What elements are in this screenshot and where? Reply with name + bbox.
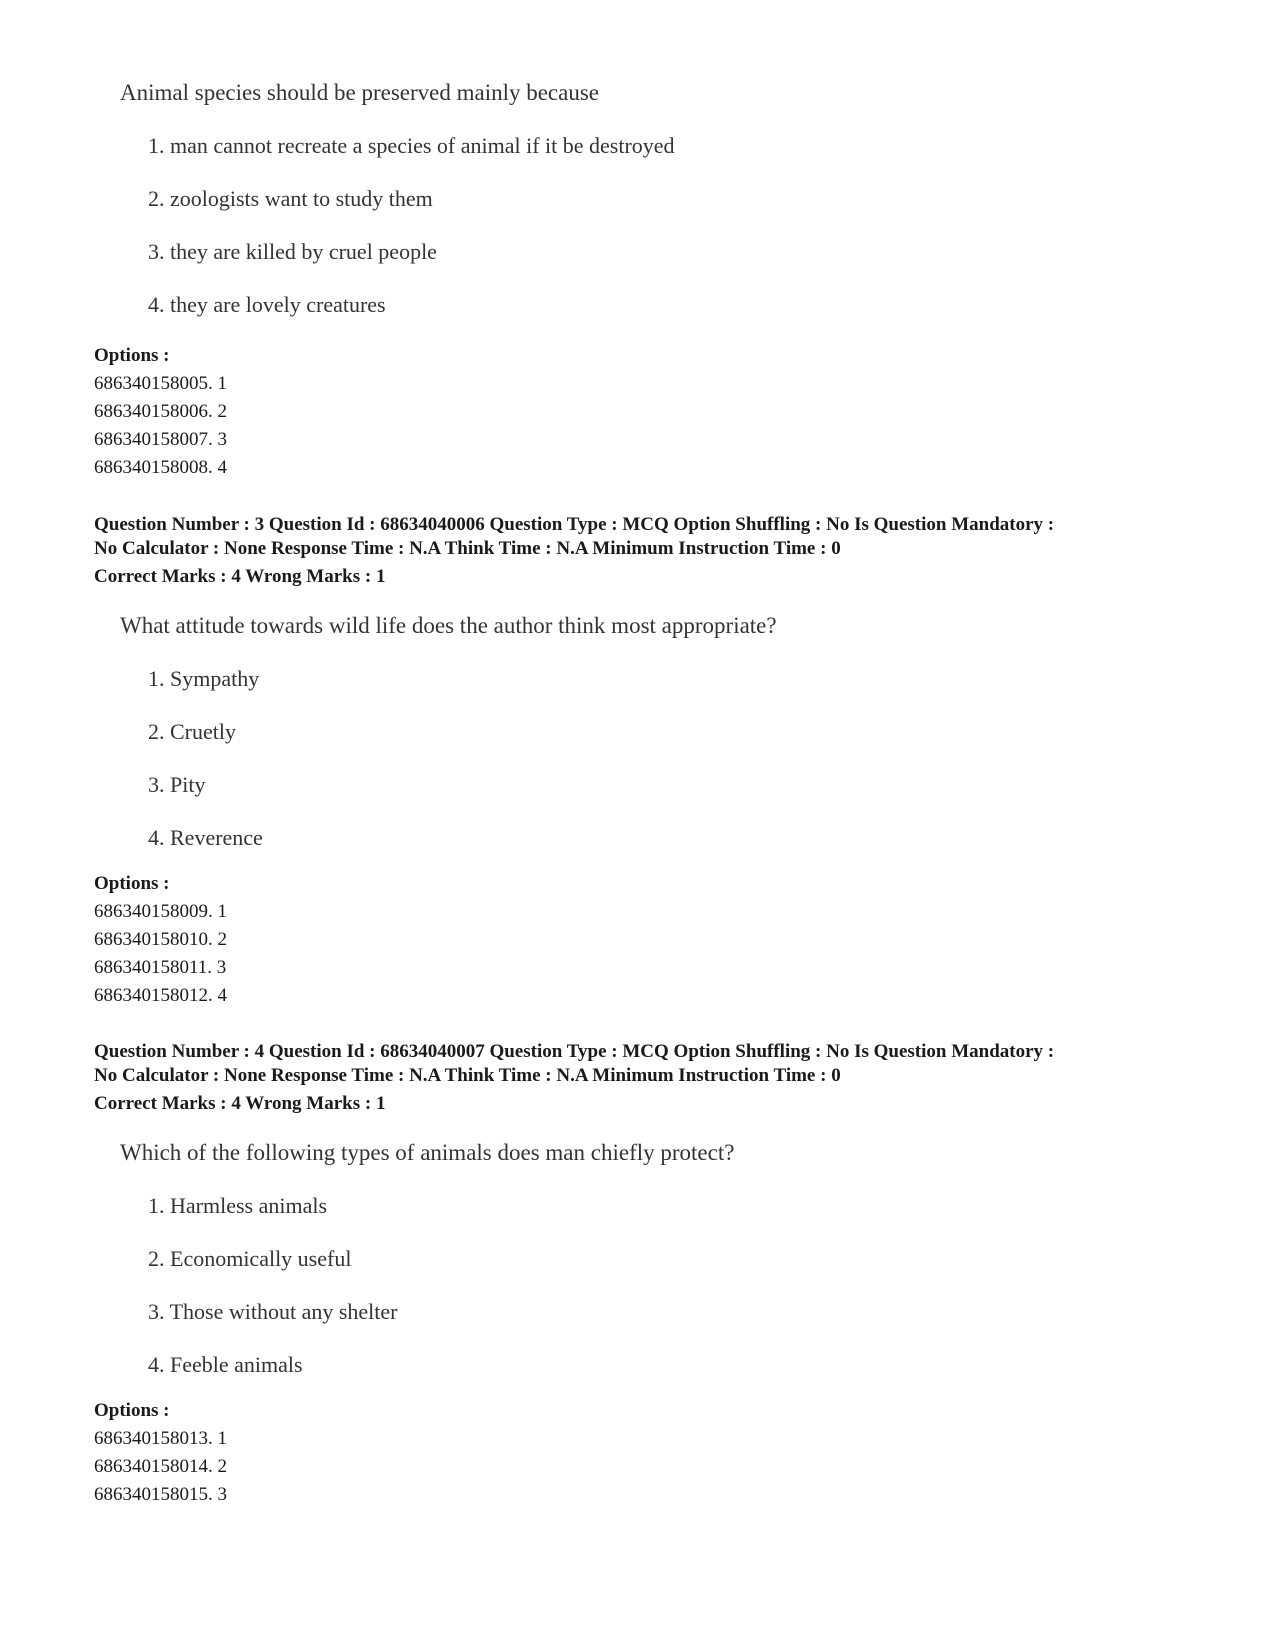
question-text: Which of the following types of animals does man chiefly protect? — [120, 1140, 735, 1165]
options-heading: Options : — [94, 873, 170, 894]
choice-item: 1. man cannot recreate a species of animal if it be destroyed — [148, 133, 675, 158]
option-line: 686340158012. 4 — [94, 985, 227, 1006]
choice-item: 4. Feeble animals — [148, 1352, 303, 1377]
choice-item: 2. Cruetly — [148, 719, 236, 744]
choice-item: 1. Sympathy — [148, 666, 260, 691]
choice-item: 3. Those without any shelter — [148, 1299, 398, 1324]
option-line: 686340158010. 2 — [94, 929, 227, 950]
choice-item: 4. they are lovely creatures — [148, 292, 386, 317]
option-line: 686340158006. 2 — [94, 401, 227, 422]
marks-line: Correct Marks : 4 Wrong Marks : 1 — [94, 566, 386, 587]
option-line: 686340158005. 1 — [94, 373, 227, 394]
question-meta-line: Question Number : 3 Question Id : 68634040006 Question Type : MCQ Option Shuffling : No Is Question Mandatory : — [94, 514, 1055, 535]
choice-item: 4. Reverence — [148, 825, 263, 850]
options-heading: Options : — [94, 345, 170, 366]
question-text: What attitude towards wild life does the author think most appropriate? — [120, 613, 777, 638]
question-meta — [94, 513, 1214, 589]
option-line: 686340158015. 3 — [94, 1484, 227, 1505]
option-line: 686340158013. 1 — [94, 1428, 227, 1449]
choice-item: 2. Economically useful — [148, 1246, 352, 1271]
choice-item: 1. Harmless animals — [148, 1193, 328, 1218]
question-text: Animal species should be preserved mainly because — [120, 80, 600, 105]
options-heading: Options : — [94, 1400, 170, 1421]
option-line: 686340158011. 3 — [94, 957, 227, 978]
question-meta-line: No Calculator : None Response Time : N.A Think Time : N.A Minimum Instruction Time : 0 — [94, 1065, 841, 1086]
question-meta-line: No Calculator : None Response Time : N.A Think Time : N.A Minimum Instruction Time : 0 — [94, 538, 841, 559]
option-line: 686340158007. 3 — [94, 429, 227, 450]
question-meta — [94, 1040, 1214, 1116]
choice-item: 3. they are killed by cruel people — [148, 239, 437, 264]
marks-line: Correct Marks : 4 Wrong Marks : 1 — [94, 1093, 386, 1114]
question-meta-line: Question Number : 4 Question Id : 68634040007 Question Type : MCQ Option Shuffling : No Is Question Mandatory : — [94, 1041, 1055, 1062]
option-line: 686340158009. 1 — [94, 901, 227, 922]
choice-item: 3. Pity — [148, 772, 206, 797]
choice-item: 2. zoologists want to study them — [148, 186, 433, 211]
option-line: 686340158014. 2 — [94, 1456, 227, 1477]
option-line: 686340158008. 4 — [94, 457, 227, 478]
